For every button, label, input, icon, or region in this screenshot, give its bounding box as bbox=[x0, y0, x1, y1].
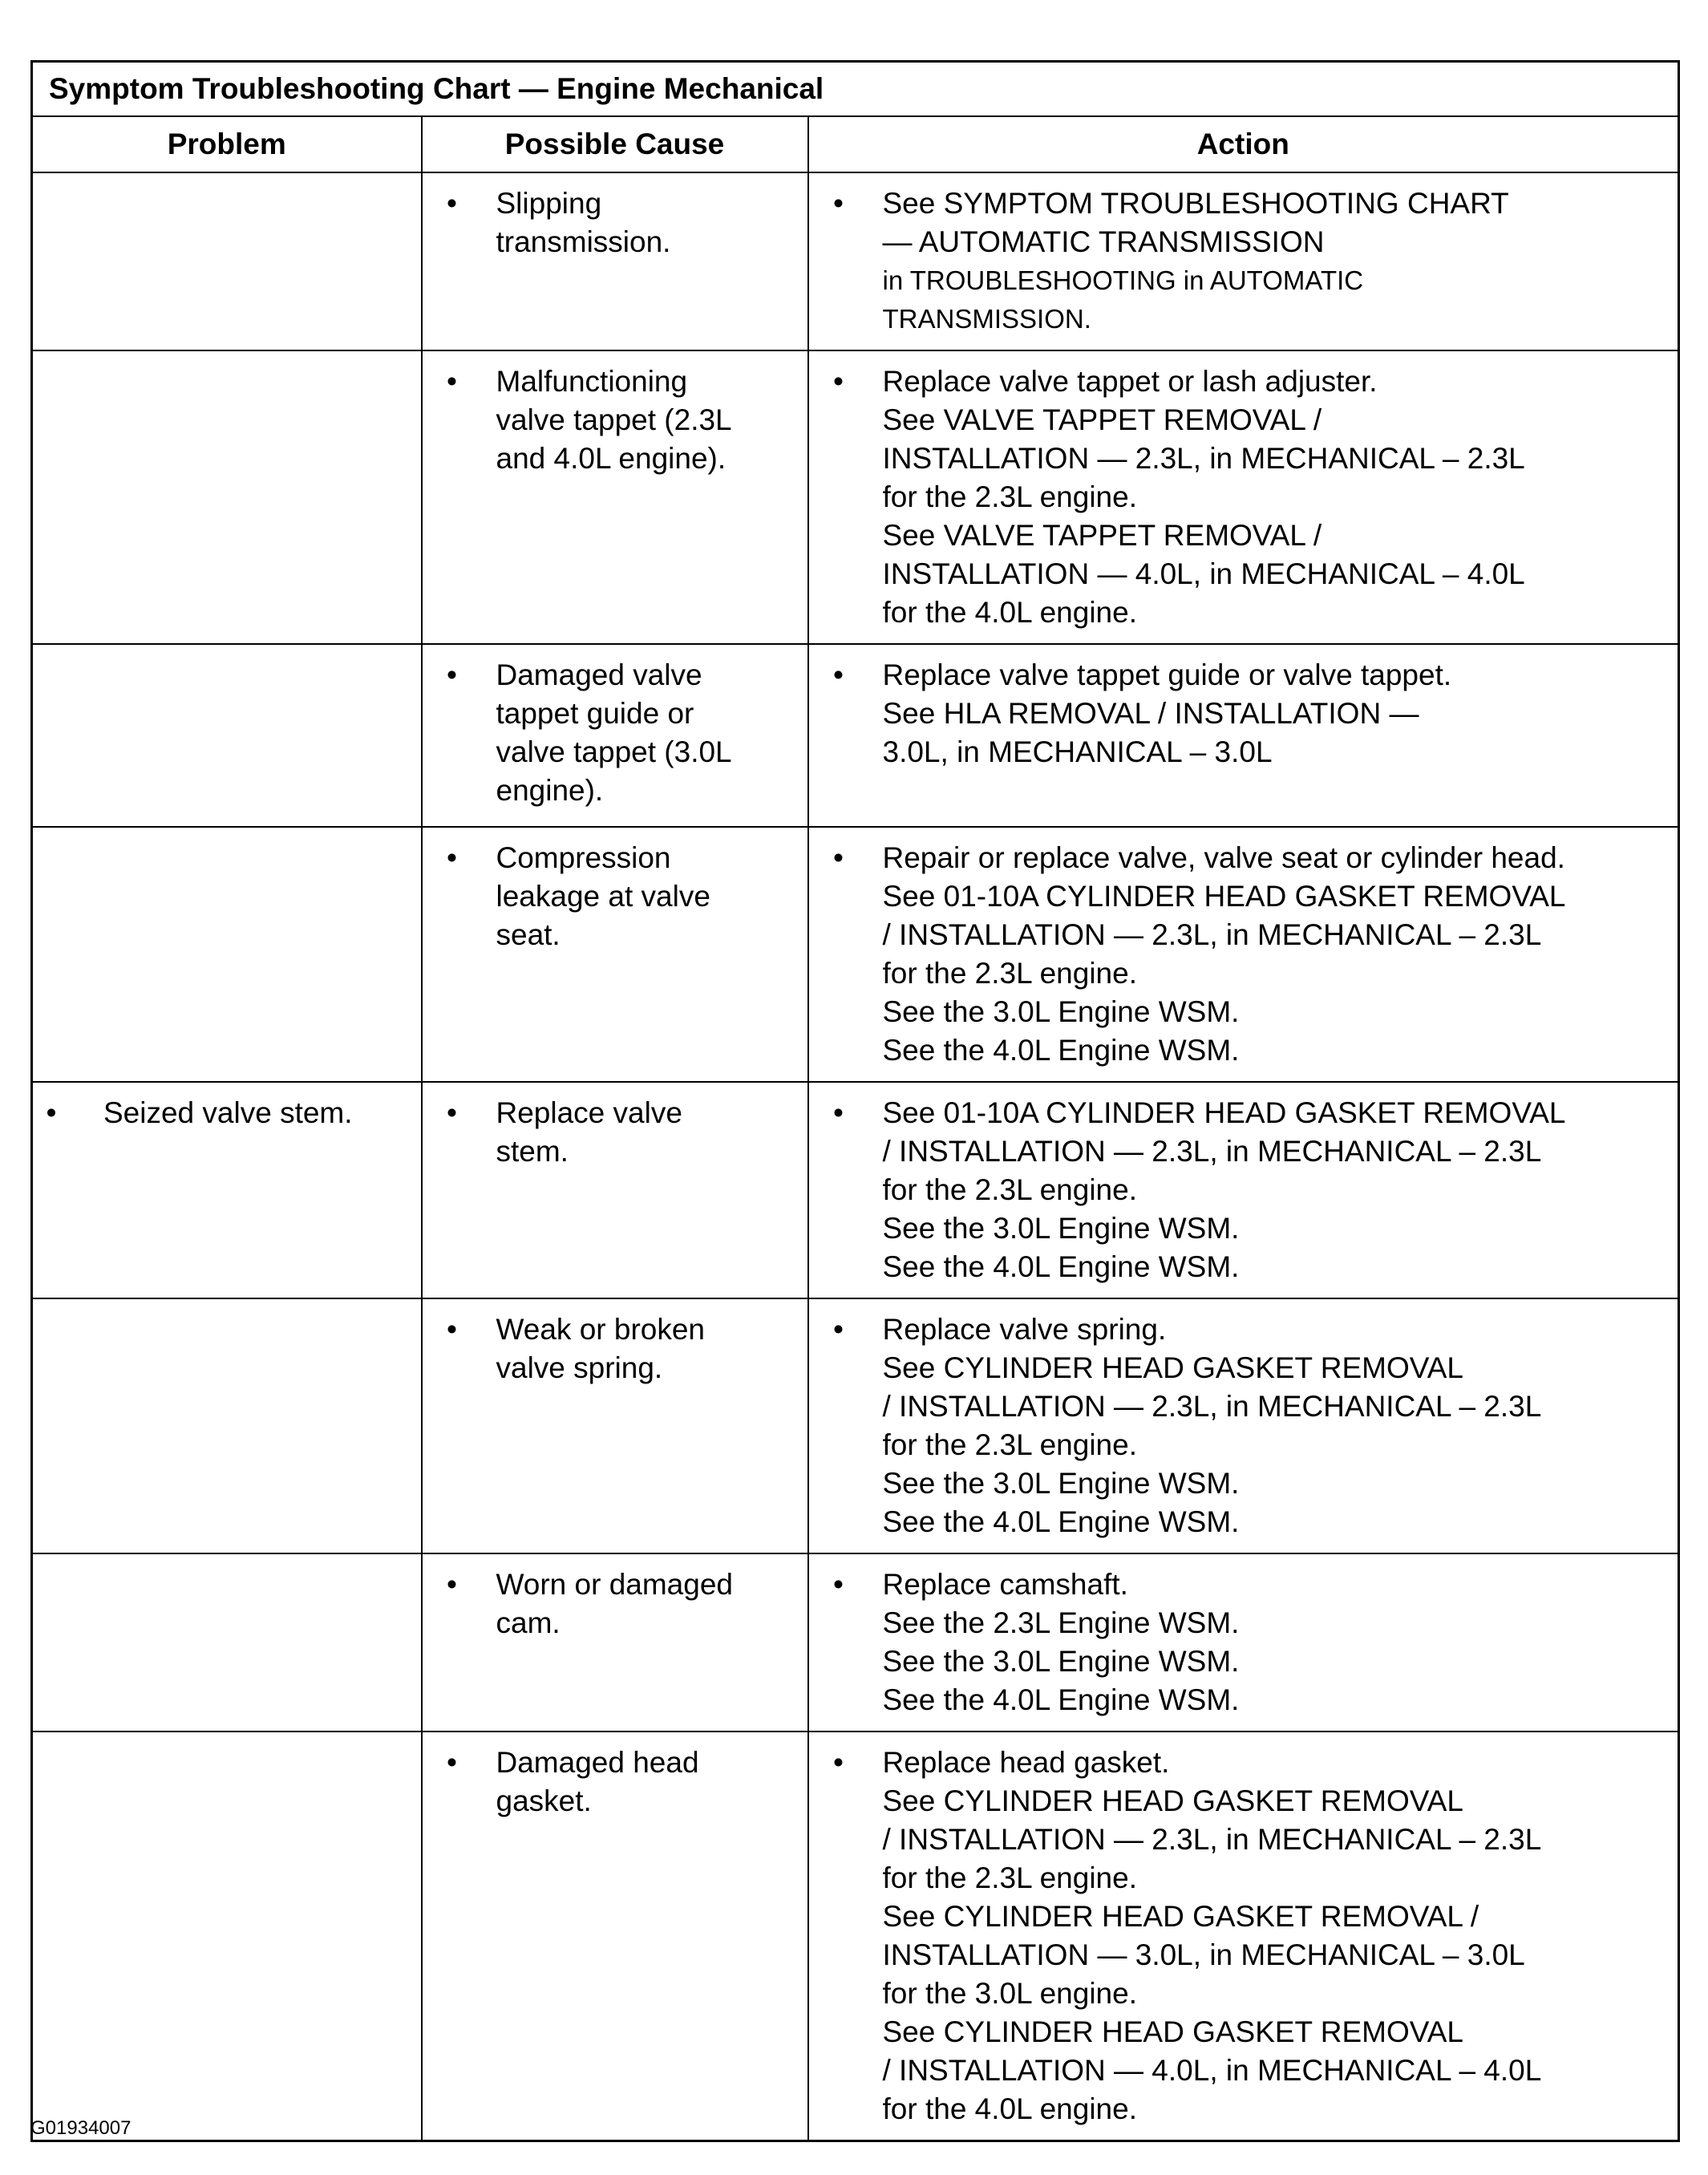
action-line: See VALVE TAPPET REMOVAL / bbox=[882, 403, 1322, 436]
table-body bbox=[32, 172, 1679, 2141]
bullet-icon: • bbox=[833, 187, 844, 220]
action-cell bbox=[808, 827, 1679, 1082]
possible-cause-cell bbox=[422, 644, 808, 827]
action-line: for the 4.0L engine. bbox=[882, 2092, 1137, 2125]
action-line: for the 4.0L engine. bbox=[882, 596, 1137, 629]
action-line: See the 3.0L Engine WSM. bbox=[882, 1467, 1240, 1500]
cause-line: Replace valve bbox=[496, 1096, 682, 1129]
bullet-icon: • bbox=[833, 1746, 844, 1779]
cause-line: Compression bbox=[496, 841, 671, 874]
troubleshooting-table bbox=[30, 60, 1680, 2142]
problem-cell bbox=[32, 827, 422, 1082]
cause-line: and 4.0L engine). bbox=[496, 442, 727, 475]
action-line: Replace camshaft. bbox=[882, 1568, 1128, 1601]
table-row bbox=[32, 1731, 1679, 2141]
action-line: / INSTALLATION — 4.0L, in MECHANICAL – 4.0L bbox=[882, 2054, 1542, 2087]
title-row bbox=[32, 62, 1679, 117]
bullet-icon: • bbox=[833, 1096, 844, 1129]
problem-cell bbox=[32, 1731, 422, 2141]
action-line: in TROUBLESHOOTING in AUTOMATIC bbox=[882, 265, 1364, 295]
header-action: Action bbox=[808, 116, 1679, 172]
action-line: / INSTALLATION — 2.3L, in MECHANICAL – 2.3L bbox=[882, 1135, 1542, 1168]
table-row bbox=[32, 827, 1679, 1082]
bullet-icon: • bbox=[833, 658, 844, 691]
bullet-icon: • bbox=[447, 841, 457, 874]
problem-cell bbox=[32, 1553, 422, 1731]
problem-cell bbox=[32, 1082, 422, 1298]
action-line: 3.0L, in MECHANICAL – 3.0L bbox=[882, 735, 1273, 768]
cause-line: transmission. bbox=[496, 225, 671, 258]
action-line: for the 2.3L engine. bbox=[882, 480, 1137, 513]
action-line: Replace valve tappet or lash adjuster. bbox=[882, 365, 1378, 398]
bullet-icon: • bbox=[833, 1313, 844, 1346]
action-line: See HLA REMOVAL / INSTALLATION — bbox=[882, 697, 1419, 730]
cause-line: valve tappet (3.0L bbox=[496, 735, 732, 768]
action-cell bbox=[808, 1553, 1679, 1731]
action-line: See CYLINDER HEAD GASKET REMOVAL bbox=[882, 2015, 1463, 2048]
action-line: See VALVE TAPPET REMOVAL / bbox=[882, 519, 1322, 552]
possible-cause-cell bbox=[422, 827, 808, 1082]
cause-line: gasket. bbox=[496, 1784, 592, 1817]
bullet-icon: • bbox=[833, 365, 844, 398]
possible-cause-cell bbox=[422, 350, 808, 644]
header-possible-cause: Possible Cause bbox=[422, 116, 808, 172]
bullet-icon: • bbox=[447, 365, 457, 398]
action-cell bbox=[808, 1731, 1679, 2141]
possible-cause-cell bbox=[422, 1553, 808, 1731]
problem-cell bbox=[32, 350, 422, 644]
problem-text: Seized valve stem. bbox=[103, 1096, 353, 1129]
cause-line: Damaged head bbox=[496, 1746, 699, 1779]
cause-line: tappet guide or bbox=[496, 697, 694, 730]
cause-line: engine). bbox=[496, 774, 604, 807]
action-line: See the 4.0L Engine WSM. bbox=[882, 1034, 1240, 1067]
action-line: Replace head gasket. bbox=[882, 1746, 1170, 1779]
action-line: for the 2.3L engine. bbox=[882, 957, 1137, 990]
table-row bbox=[32, 1082, 1679, 1298]
action-line: / INSTALLATION — 2.3L, in MECHANICAL – 2.3L bbox=[882, 918, 1542, 951]
action-line: INSTALLATION — 2.3L, in MECHANICAL – 2.3L bbox=[882, 442, 1525, 475]
bullet-icon: • bbox=[447, 1746, 457, 1779]
action-cell bbox=[808, 644, 1679, 827]
table-title: Symptom Troubleshooting Chart — Engine Mechanical bbox=[32, 62, 1679, 117]
action-cell bbox=[808, 1082, 1679, 1298]
possible-cause-cell bbox=[422, 172, 808, 350]
bullet-icon: • bbox=[447, 658, 457, 691]
bullet-icon: • bbox=[447, 1568, 457, 1601]
problem-cell bbox=[32, 1298, 422, 1553]
action-line: See CYLINDER HEAD GASKET REMOVAL bbox=[882, 1351, 1463, 1384]
header-problem: Problem bbox=[32, 116, 422, 172]
cause-line: Worn or damaged bbox=[496, 1568, 733, 1601]
action-line: for the 3.0L engine. bbox=[882, 1977, 1137, 2010]
bullet-icon: • bbox=[447, 1096, 457, 1129]
possible-cause-cell bbox=[422, 1298, 808, 1553]
cause-line: stem. bbox=[496, 1135, 569, 1168]
bullet-icon: • bbox=[833, 1568, 844, 1601]
action-line: See the 3.0L Engine WSM. bbox=[882, 995, 1240, 1028]
table-row bbox=[32, 172, 1679, 350]
header-row bbox=[32, 116, 1679, 172]
action-line: See the 2.3L Engine WSM. bbox=[882, 1606, 1240, 1639]
bullet-icon: • bbox=[833, 841, 844, 874]
action-line: INSTALLATION — 3.0L, in MECHANICAL – 3.0L bbox=[882, 1938, 1525, 1971]
action-line: for the 2.3L engine. bbox=[882, 1861, 1137, 1894]
action-line: INSTALLATION — 4.0L, in MECHANICAL – 4.0L bbox=[882, 557, 1525, 590]
action-line: Replace valve spring. bbox=[882, 1313, 1167, 1346]
cause-line: Malfunctioning bbox=[496, 365, 688, 398]
action-line: See the 4.0L Engine WSM. bbox=[882, 1250, 1240, 1283]
action-cell bbox=[808, 172, 1679, 350]
bullet-icon: • bbox=[46, 1096, 57, 1129]
cause-line: valve tappet (2.3L bbox=[496, 403, 732, 436]
action-line: See the 3.0L Engine WSM. bbox=[882, 1645, 1240, 1678]
action-line: See the 4.0L Engine WSM. bbox=[882, 1505, 1240, 1538]
action-cell bbox=[808, 1298, 1679, 1553]
action-line: See CYLINDER HEAD GASKET REMOVAL bbox=[882, 1784, 1463, 1817]
possible-cause-cell bbox=[422, 1082, 808, 1298]
action-line: See the 3.0L Engine WSM. bbox=[882, 1212, 1240, 1245]
cause-line: Weak or broken bbox=[496, 1313, 705, 1346]
cause-line: Damaged valve bbox=[496, 658, 702, 691]
table-row bbox=[32, 644, 1679, 827]
cause-line: valve spring. bbox=[496, 1351, 663, 1384]
table-row bbox=[32, 1553, 1679, 1731]
action-line: — AUTOMATIC TRANSMISSION bbox=[882, 225, 1325, 258]
action-cell bbox=[808, 350, 1679, 644]
figure-code: G01934007 bbox=[30, 2117, 132, 2139]
action-line: See the 4.0L Engine WSM. bbox=[882, 1683, 1240, 1716]
action-line: Replace valve tappet guide or valve tappet. bbox=[882, 658, 1452, 691]
action-line: See CYLINDER HEAD GASKET REMOVAL / bbox=[882, 1900, 1479, 1933]
table-row bbox=[32, 350, 1679, 644]
action-line: Repair or replace valve, valve seat or cylinder head. bbox=[882, 841, 1565, 874]
cause-line: cam. bbox=[496, 1606, 561, 1639]
table-row bbox=[32, 1298, 1679, 1553]
action-line: See SYMPTOM TROUBLESHOOTING CHART bbox=[882, 187, 1509, 220]
action-line: for the 2.3L engine. bbox=[882, 1173, 1137, 1206]
action-line: / INSTALLATION — 2.3L, in MECHANICAL – 2.3L bbox=[882, 1823, 1542, 1856]
action-line: TRANSMISSION. bbox=[882, 304, 1091, 334]
problem-cell bbox=[32, 644, 422, 827]
possible-cause-cell bbox=[422, 1731, 808, 2141]
cause-line: seat. bbox=[496, 918, 561, 951]
cause-line: Slipping bbox=[496, 187, 602, 220]
action-line: See 01-10A CYLINDER HEAD GASKET REMOVAL bbox=[882, 880, 1566, 913]
cause-line: leakage at valve bbox=[496, 880, 710, 913]
action-line: for the 2.3L engine. bbox=[882, 1428, 1137, 1461]
action-line: See 01-10A CYLINDER HEAD GASKET REMOVAL bbox=[882, 1096, 1566, 1129]
problem-cell bbox=[32, 172, 422, 350]
action-line: / INSTALLATION — 2.3L, in MECHANICAL – 2.3L bbox=[882, 1390, 1542, 1423]
bullet-icon: • bbox=[447, 1313, 457, 1346]
bullet-icon: • bbox=[447, 187, 457, 220]
